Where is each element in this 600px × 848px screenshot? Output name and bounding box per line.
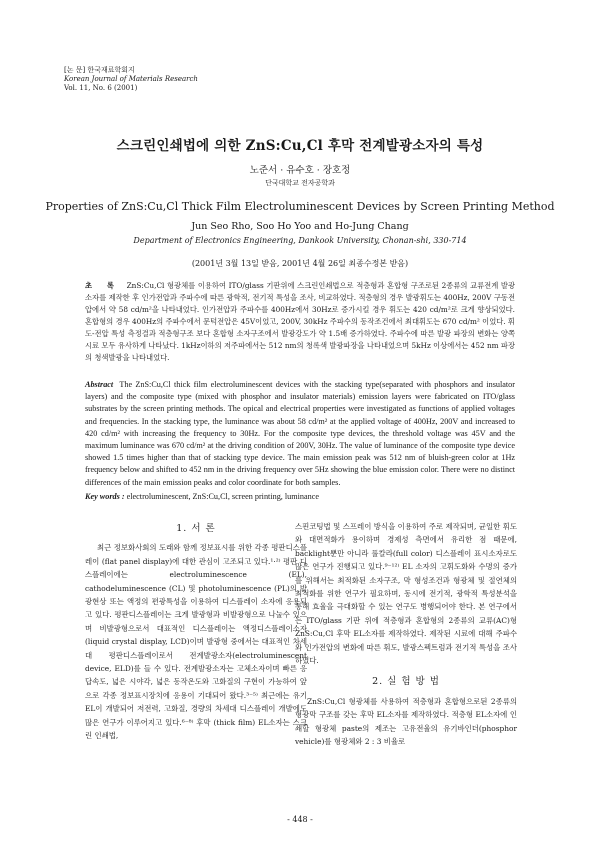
english-affiliation: Department of Electronics Engineering, Dankook University, Chonan-shi, 330-714 bbox=[133, 236, 467, 245]
english-title: Properties of ZnS:Cu,Cl Thick Film Electroluminescent Devices by Screen Printing Method bbox=[45, 200, 555, 213]
english-authors: Jun Seo Rho, Soo Ho Yoo and Ho-Jung Chang bbox=[191, 221, 409, 232]
introduction-paragraph-1: 최근 정보화사회의 도래와 함께 정보표시를 위한 각종 평판디스플레이 (flat panel display)에 대한 관심이 고조되고 있다.¹·²⁾ 평판 디스플레이에는 electroluminescence (EL), cathodeluminescence (CL) 및 photoluminescence (PL)의 발광현상 또는 액정의 편광특성을 이용하여 디스플레이 소자에 응용되고 있다. 평판디스플레이는 크게 발광형과 비발광형으로 나눌수 있으며 비발광형으로서 대표적인 디스플레이는 액정디스플레이소자(liquid crystal display, LCD)이며 발광형 중에서는 대표적인 차세대 평판디스플레이로서 전계발광소자(electroluminescent device, ELD)를 들 수 있다. 전계발광소자는 고체소자이며 빠른 응답속도, 넓은 시야각, 넓은 동작온도와 고화질의 구현이 가능하여 앞으로 각종 정보표시장치에 응용이 기대되어 왔다.³⁻⁵⁾ 최근에는 유기EL이 개발되어 저전력, 고화질, 경량의 차세대 디스플레이 개발에도 많은 연구가 이루어지고 있다.⁶⁻⁸⁾ 후막 (thick film) EL소자는 스크린 인쇄법, bbox=[85, 543, 307, 741]
keywords-label: Key words : bbox=[85, 492, 125, 501]
journal-header-line2: Korean Journal of Materials Research bbox=[64, 75, 198, 83]
abstract-label: Abstract bbox=[85, 380, 114, 389]
page-number: - 448 - bbox=[287, 815, 313, 824]
left-column bbox=[85, 520, 307, 743]
korean-title: 스크린인쇄법에 의한 ZnS:Cu,Cl 후막 전계발광소자의 특성 bbox=[116, 138, 484, 154]
journal-header bbox=[64, 66, 198, 93]
journal-header-line1: [논 문] 한국재료학회지 bbox=[64, 66, 135, 74]
journal-header-line3: Vol. 11, No. 6 (2001) bbox=[64, 84, 138, 92]
section-heading-experimental: 2. 실 험 방 법 bbox=[372, 676, 440, 688]
keywords bbox=[85, 492, 515, 501]
korean-abstract-label: 초 록 bbox=[85, 281, 120, 290]
korean-authors: 노준서 · 유수호 · 장호정 bbox=[249, 165, 351, 176]
received-dates: (2001년 3월 13일 받음, 2001년 4월 26일 최종수정본 받음) bbox=[191, 259, 409, 268]
right-column bbox=[295, 520, 517, 749]
korean-abstract-text: ZnS:Cu,Cl 형광체를 이용하여 ITO/glass 기판위에 스크린인쇄법으로 적층형과 혼합형 구조로된 2종류의 교류전계 발광소자를 제작한 후 인가전압과 주파수에 따른 광학적, 전기적 특성을 조사, 비교하였다. 적층형의 경우 발광휘도는 400Hz, 200V 구동전압에서 약 58 cd/m²을 나타내었다. 인가전압과 주파수를 400Hz에서 30Hz로 증가시킬 경우 휘도는 420 cd/m²로 크게 향상되었다. 혼합형의 경우 400Hz의 주파수에서 문턱전압은 45V이었고, 200V, 30kHz 주파수의 동작조건에서 최대휘도는 670 cd/m² 이었다. 휘도-전압 특성 측정결과 적층형구조 보다 혼합형 소자구조에서 발광강도가 약 1.5배 증가하였다. 주파수에 따른 발광 파장의 변화는 양쪽시료 모두 유사하게 나타났다. 1kHz이하의 저주파에서는 512 nm의 청록색 발광파장을 나타내었으며 5kHz 이상에서는 452 nm 파장의 청색발광을 나타내었다. bbox=[85, 281, 515, 362]
section-heading-introduction: 1. 서 론 bbox=[176, 523, 216, 534]
korean-affiliation: 단국대학교 전자공학과 bbox=[265, 179, 335, 187]
korean-abstract bbox=[85, 280, 515, 364]
keywords-text: electroluminescent, ZnS:Cu,Cl, screen printing, luminance bbox=[126, 492, 319, 501]
experimental-paragraph-1: ZnS:Cu,Cl 형광체를 사용하여 적층형과 혼합형으로된 2종류의 형광막 구조를 갖는 후막 EL소자를 제작하였다. 적층형 EL소자에 인쇄할 형광체 paste의 제조는 고유전율의 유기바인더(phosphor vehicle)를 형광체와 2 : 3 비율로 bbox=[295, 696, 517, 747]
english-abstract bbox=[85, 379, 515, 489]
introduction-paragraph-2: 스핀코팅법 및 스프레이 방식을 이용하여 주로 제작되며, 균일한 휘도와 대면적화가 용이하며 경제성 측면에서 유리한 점 때문에, backlight뿐만 아니라 풀칼라(full color) 디스플레이 표시소자로도 많은 연구가 진행되고 있다.⁹⁻¹²⁾ EL 소자의 고휘도화와 수명의 증가를 위해서는 최적화된 소자구조, 막 형성조건과 형광체 및 절연체의 최적화를 위한 연구가 필요하며, 동시에 전기적, 광학적 특성분석을 통해 효율을 극대화할 수 있는 연구도 병행되어야 한다. 본 연구에서는 ITO/glass 기판 위에 적층형과 혼합형의 2종류의 교류(AC)형 ZnS:Cu,Cl 후막 EL소자를 제작하였다. 제작된 시료에 대해 주파수와 인가전압의 변화에 따른 휘도, 발광스펙트럼과 전기적 특성을 조사하였다. bbox=[295, 522, 517, 666]
abstract-text: The ZnS:Cu,Cl thick film electroluminescent devices with the stacking type(separated with phosphors and insulator layers) and the composite type (mixed with phosphor and insulator materials) emission layers were fabricated on ITO/glass substrates by the screen printing methods. The opical and electrical properties were investigated as functions of applied voltages and frequencies. In the stacking type, the luminance was about 58 cd/m² at the applied voltage of 400Hz, 200V and increased to 420 cd/m² with increasing the frequency to 30Hz. For the composite type devices, the threshold voltage was 45V and the maximum luminance was 670 cd/m² at the driving condition of 200V, 30Hz. The value of luminance of the composite type device showed 1.5 times higher than that of stacking type device. The main emission peak was 512 nm of bluish-green color at 1Hz frequency below and shifted to 452 nm in the driving frequency over 5Hz showing the blue emission color. There were no distinct differences of the main emission peaks and color coordinate for both samples. bbox=[85, 380, 515, 487]
